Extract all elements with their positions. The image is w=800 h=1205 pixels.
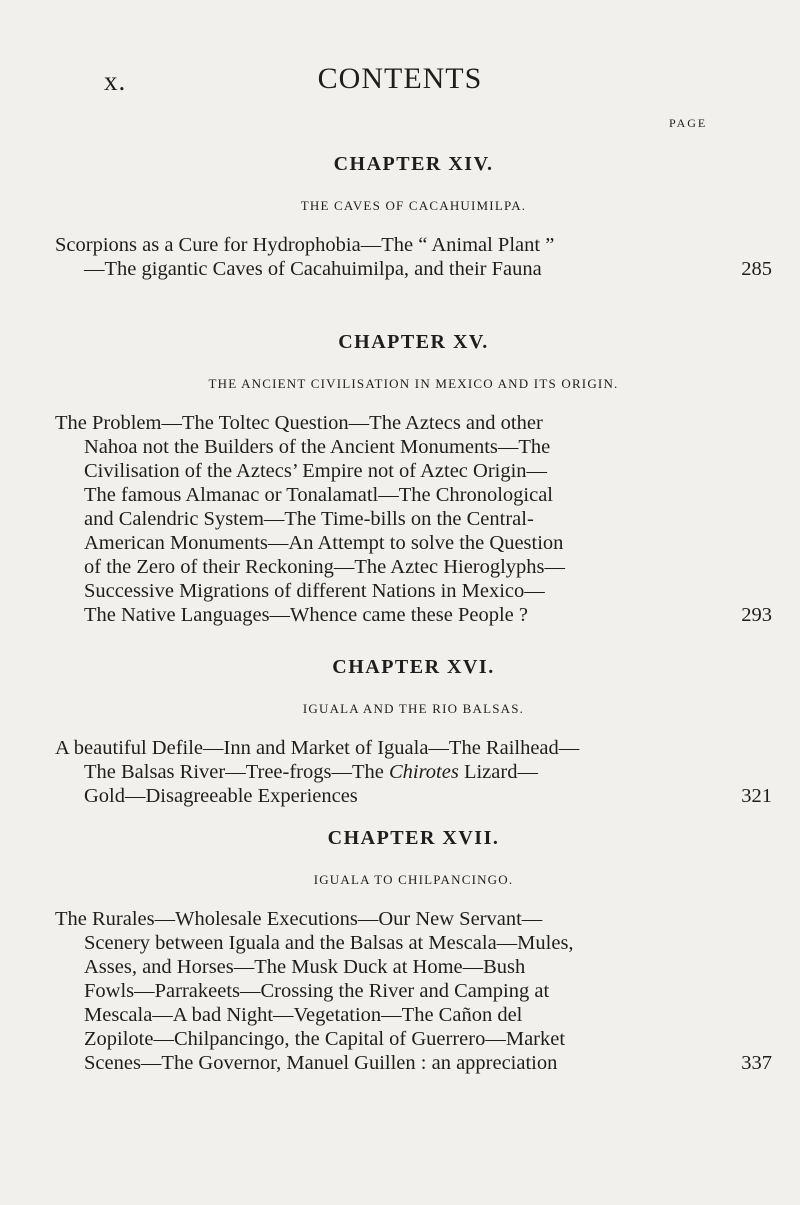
chapter-page-number: 293 <box>741 604 772 626</box>
summary-line: Successive Migrations of different Nations in Mexico— <box>84 580 545 602</box>
chapter-entry-xiv <box>55 152 772 281</box>
chapter-entry-xvi <box>55 655 772 808</box>
chapter-page-number: 337 <box>741 1052 772 1074</box>
summary-line: Civilisation of the Aztecs’ Empire not of Aztec Origin— <box>84 460 548 482</box>
chapter-subtitle: THE CAVES OF CACAHUIMILPA. <box>300 198 527 213</box>
summary-line: Scenes—The Governor, Manuel Guillen : an appreciation <box>84 1052 558 1074</box>
summary-line <box>55 760 772 784</box>
chapter-heading: CHAPTER XVI. <box>332 656 495 678</box>
chapter-subtitle: IGUALA TO CHILPANCINGO. <box>313 872 514 887</box>
summary-line: and Calendric System—The Time-bills on the Central- <box>84 508 534 530</box>
chapter-summary <box>55 907 772 1075</box>
summary-line: A beautiful Defile—Inn and Market of Iguala—The Railhead— <box>55 737 580 759</box>
chapter-entry-xv <box>55 330 772 627</box>
summary-line: —The gigantic Caves of Cacahuimilpa, and their Fauna <box>84 258 542 280</box>
summary-text: The Balsas River—Tree-frogs—The <box>84 761 389 783</box>
summary-line: Asses, and Horses—The Musk Duck at Home—Bush <box>84 956 526 978</box>
summary-line: The Rurales—Wholesale Executions—Our New Servant— <box>55 908 543 930</box>
summary-line: American Monuments—An Attempt to solve the Question <box>84 532 564 554</box>
summary-line: The Native Languages—Whence came these People ? <box>84 604 528 626</box>
chapter-summary <box>55 411 772 627</box>
chapter-page-number: 285 <box>741 258 772 280</box>
chapter-heading: CHAPTER XV. <box>338 331 489 353</box>
summary-line: Scenery between Iguala and the Balsas at Mescala—Mules, <box>84 932 574 954</box>
summary-line: Scorpions as a Cure for Hydrophobia—The “ Animal Plant ” <box>55 234 555 256</box>
chapter-subtitle: IGUALA AND THE RIO BALSAS. <box>302 701 525 716</box>
summary-line: The famous Almanac or Tonalamatl—The Chronological <box>84 484 553 506</box>
page-column-label: PAGE <box>669 116 708 130</box>
summary-line: The Problem—The Toltec Question—The Aztecs and other <box>55 412 543 434</box>
chapter-entry-xvii <box>55 826 772 1075</box>
chapter-subtitle: THE ANCIENT CIVILISATION IN MEXICO AND ITS ORIGIN. <box>208 376 619 391</box>
summary-line: Mescala—A bad Night—Vegetation—The Cañon del <box>84 1004 523 1026</box>
page-title: CONTENTS <box>317 62 483 95</box>
summary-line: Gold—Disagreeable Experiences <box>84 785 358 807</box>
chapter-page-number: 321 <box>741 785 772 807</box>
summary-line: of the Zero of their Reckoning—The Aztec Hieroglyphs— <box>84 556 566 578</box>
summary-line: Zopilote—Chilpancingo, the Capital of Guerrero—Market <box>84 1028 566 1050</box>
summary-line: Nahoa not the Builders of the Ancient Monuments—The <box>84 436 551 458</box>
chapter-heading: CHAPTER XIV. <box>333 153 494 175</box>
chapter-summary <box>55 736 772 808</box>
chapter-heading: CHAPTER XVII. <box>327 827 500 849</box>
page-numeral: x. <box>104 66 127 96</box>
chapter-summary <box>55 233 772 281</box>
summary-text: Lizard— <box>458 761 538 783</box>
summary-line: Fowls—Parrakeets—Crossing the River and Camping at <box>84 980 550 1002</box>
species-name: Chirotes <box>388 761 459 783</box>
